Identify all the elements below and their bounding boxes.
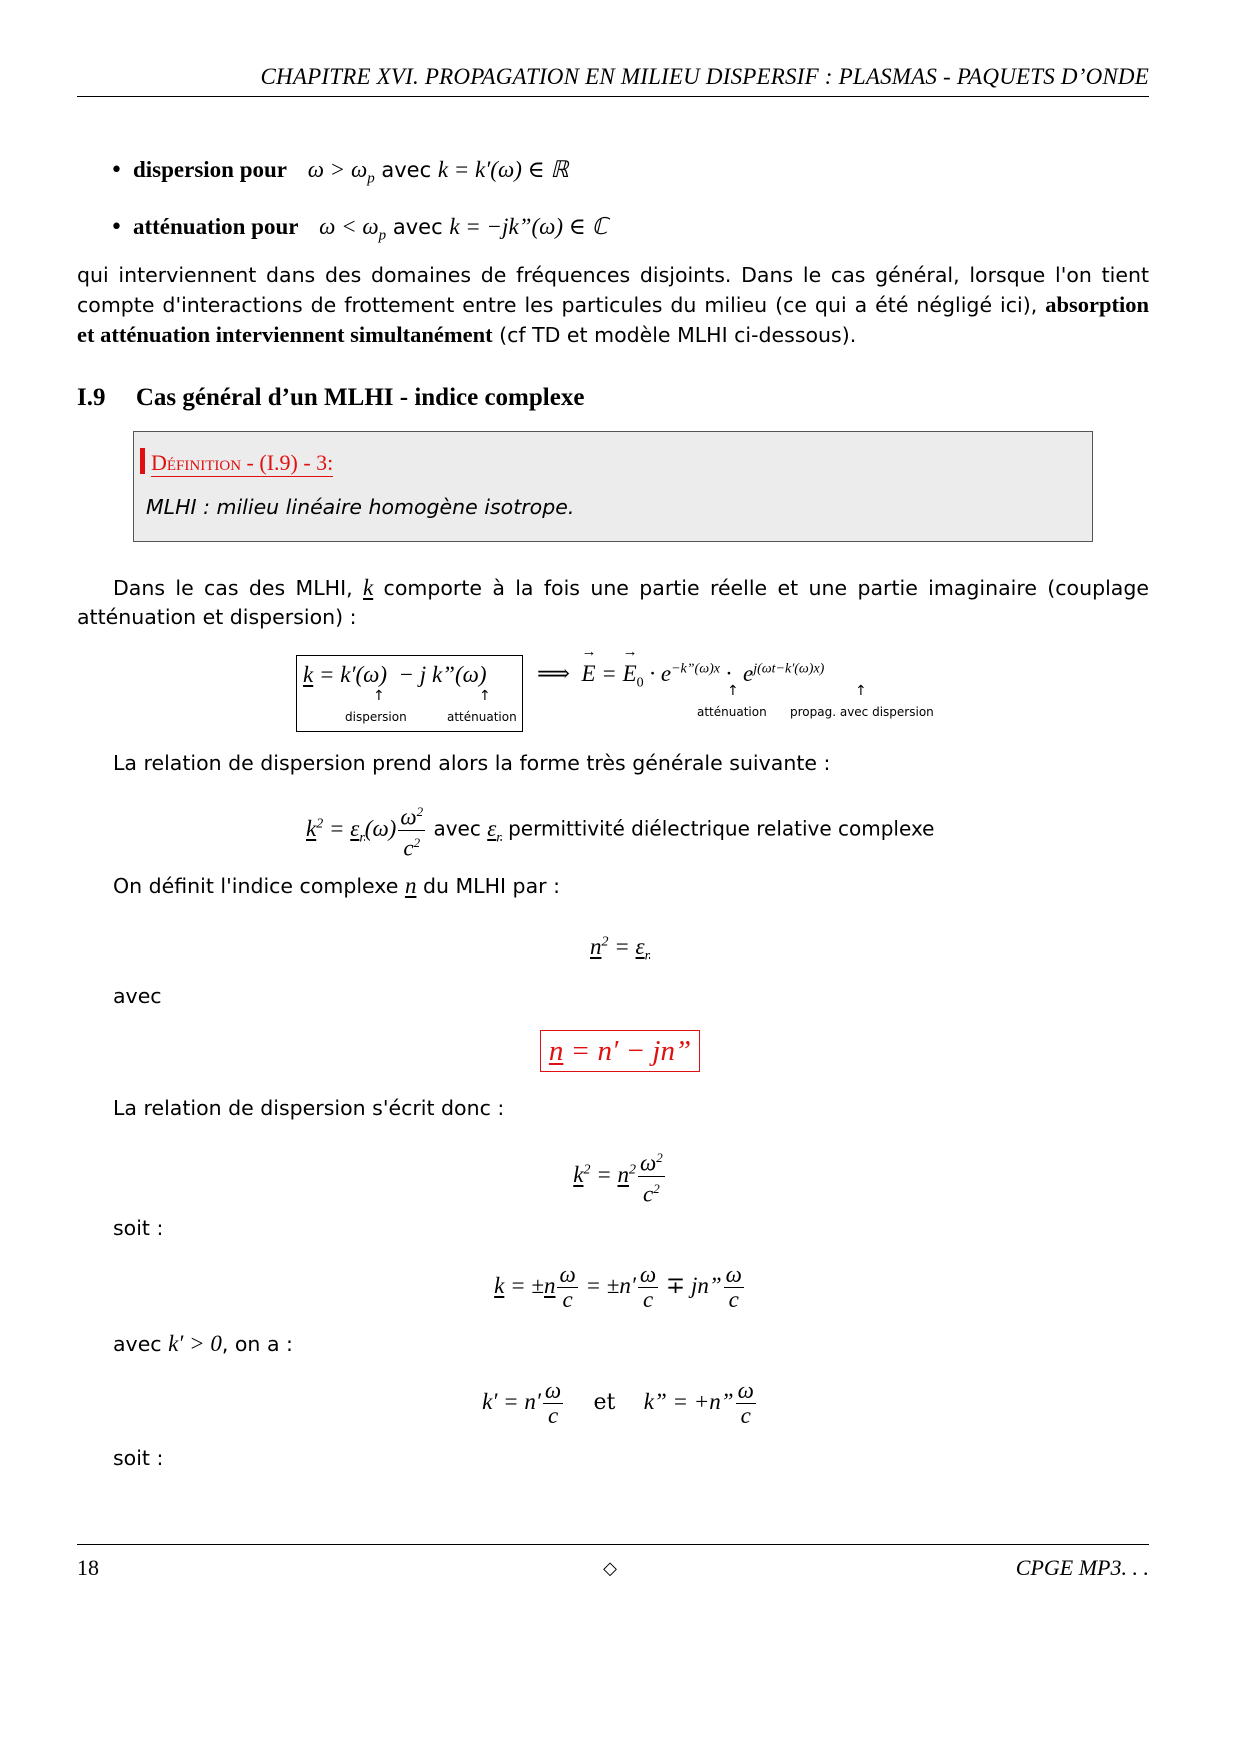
section-heading	[77, 384, 584, 412]
paragraph-mlhi: Dans le cas des MLHI, k comporte à la fois une partie réelle et une partie imaginaire (couplage atténuation et dispersion) :	[77, 575, 1149, 629]
paragraph-text: (cf TD et modèle MLHI ci-dessous).	[492, 323, 857, 347]
bullet-avec: avec	[392, 215, 443, 239]
formula-k-boxed: k = k′(ω) − j k”(ω) ↑ ↑ dispersion atténuation	[296, 655, 523, 732]
bullet-label: dispersion pour	[132, 157, 287, 182]
label-attenuation: atténuation	[447, 710, 517, 724]
definition-box	[133, 431, 1093, 542]
formula-k2-n2: $k^2 = n^2$ $\frac{\omega^2}{c^2}$	[0, 1146, 1240, 1206]
text-soit-final: soit :	[113, 1446, 164, 1470]
footer-right: CPGE MP3. . .	[1015, 1555, 1149, 1580]
formula-n2: $n^2 = \varepsilon_r$	[589, 934, 651, 964]
paragraph-text: qui interviennent dans des domaines de fréquences disjoints. Dans le cas général, lorsque l'on tient compte d'interactions de frottement entre les particules du milieu (ce qui a été négligé ici),	[77, 263, 1149, 317]
label-attenuation-exp: atténuation	[697, 705, 767, 719]
definition-text: MLHI : milieu linéaire homogène isotrope.	[146, 495, 575, 519]
section-title: Cas général d’un MLHI - indice complexe	[135, 384, 585, 411]
bullet-dot: •	[110, 215, 123, 240]
text-soit: soit :	[113, 1216, 164, 1240]
footer-rule	[77, 1544, 1149, 1545]
text-avec-k-positive: avec k′ > 0, on a :	[113, 1331, 293, 1356]
text-relation: La relation de dispersion prend alors la forme très générale suivante :	[113, 751, 831, 775]
formula-k-n: k = ±n $\frac{\omega}{c}$ = ±n′ $\frac{\omega}{c}$ ∓ jn” $\frac{\omega}{c}$	[494, 1262, 742, 1312]
page-number: 18	[77, 1555, 99, 1580]
bullet-avec: avec	[381, 158, 432, 182]
section-number: I.9	[77, 384, 106, 411]
label-dispersion: dispersion	[345, 710, 407, 724]
header-rule	[77, 96, 1149, 97]
formula-n-boxed: n = n′ − jn”	[0, 1035, 1240, 1068]
bullet-attenuation: • atténuation pour $\omega < \omega_p$ avec k = −jk”(ω) ∈ ℂ	[110, 214, 608, 244]
definition-title: Définition - (I.9) - 3:	[140, 448, 333, 476]
bullet-label: atténuation pour	[132, 214, 299, 239]
footer-diamond-icon: ◇	[603, 1558, 617, 1578]
label-propagation: propag. avec dispersion	[790, 705, 934, 719]
text-avec: avec	[113, 984, 162, 1008]
formula-e-field: ⟹ E → = E → $_0 \cdot e^{-k”(\omega)x} \cdot e^{j(\omega t-k'(\omega)x)}$	[537, 644, 825, 691]
bullet-dot: •	[110, 158, 123, 183]
paragraph-intro	[77, 261, 1149, 350]
text-relation2: La relation de dispersion s'écrit donc :	[113, 1096, 505, 1120]
bullet-dispersion: • dispersion pour $\omega > \omega_p$ avec k = k′(ω) ∈ ℝ	[110, 157, 569, 187]
chapter-header: CHAPITRE XVI. PROPAGATION EN MILIEU DISPERSIF : PLASMAS - PAQUETS D’ONDE	[260, 64, 1149, 89]
definition-marker	[140, 448, 145, 474]
formula-k-prime: k′ = n′ $\frac{\omega}{c}$ et k” = +n” $\frac{\omega}{c}$	[482, 1378, 754, 1428]
text-indice: On définit l'indice complexe n du MLHI par :	[113, 873, 560, 898]
formula-dispersion-general: $k^2 = \varepsilon_r(\omega)$ $\frac{\omega^2}{c^2}$ avec $\varepsilon_r$ permittivité diélectrique relative complexe	[306, 800, 934, 860]
paragraph-bold: absorption et atténuation interviennent simultanément	[77, 292, 1149, 347]
